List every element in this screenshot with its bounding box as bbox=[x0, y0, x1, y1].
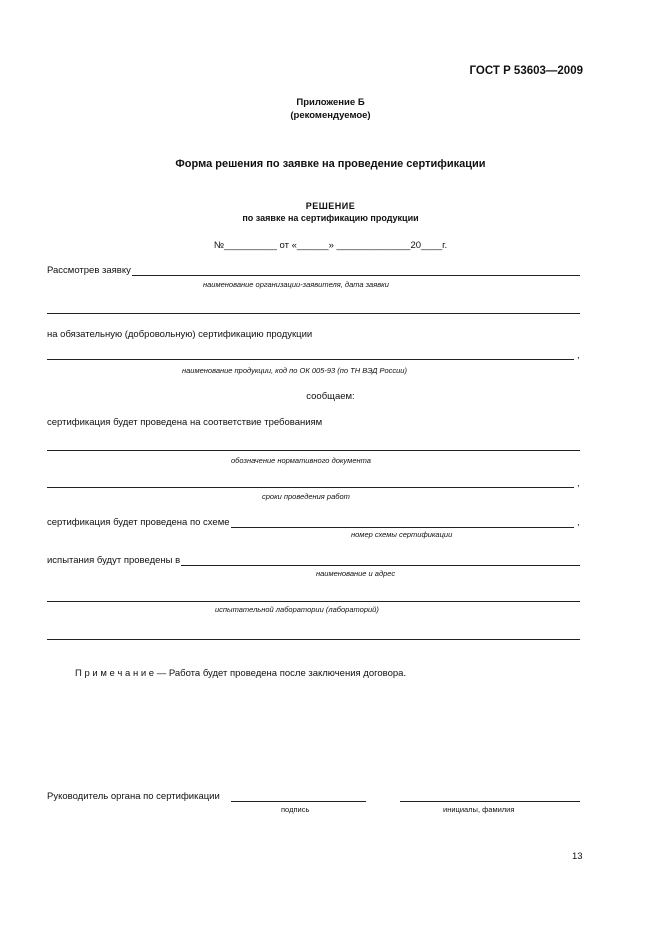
note bbox=[75, 668, 406, 679]
lab-input-line[interactable] bbox=[47, 601, 580, 602]
reviewed-input-line[interactable] bbox=[132, 265, 580, 276]
normative-doc-caption: обозначение нормативного документа bbox=[231, 456, 371, 465]
product-caption: наименование продукции, код по ОК 005-93 (по ТН ВЭД России) bbox=[182, 366, 407, 375]
note-text: — Работа будет проведена после заключения договора. bbox=[154, 668, 407, 679]
certification-type: на обязательную (добровольную) сертификацию продукции bbox=[47, 329, 313, 340]
comma-1: , bbox=[577, 350, 580, 361]
scheme-input-line[interactable] bbox=[231, 517, 574, 528]
tests-row bbox=[47, 555, 580, 566]
comma-3: , bbox=[577, 517, 580, 528]
terms-caption: сроки проведения работ bbox=[262, 492, 350, 501]
head-label: Руководитель органа по сертификации bbox=[47, 791, 220, 802]
name-input-line[interactable] bbox=[400, 801, 580, 802]
lab-caption: испытательной лаборатории (лабораторий) bbox=[215, 605, 379, 614]
comma-2: , bbox=[577, 478, 580, 489]
appendix-title: Приложение Б bbox=[296, 97, 365, 108]
signature-caption: подпись bbox=[281, 805, 310, 814]
scheme-caption: номер схемы сертификации bbox=[351, 530, 453, 539]
scheme-label: сертификация будет проведена по схеме bbox=[47, 517, 230, 528]
decision-number-line: №__________ от «______» ______________20____г. bbox=[213, 240, 448, 251]
blank-line-2[interactable] bbox=[47, 639, 580, 640]
inform-text: сообщаем: bbox=[306, 391, 355, 402]
tests-caption: наименование и адрес bbox=[316, 569, 396, 578]
decision-title: РЕШЕНИЕ bbox=[305, 201, 356, 211]
normative-doc-input-line[interactable] bbox=[47, 450, 580, 451]
reviewed-caption: наименование организации-заявителя, дата заявки bbox=[203, 280, 389, 289]
page-number: 13 bbox=[572, 851, 583, 862]
product-input-line[interactable] bbox=[47, 359, 574, 360]
appendix-subtitle: (рекомендуемое) bbox=[290, 110, 371, 121]
tests-input-line[interactable] bbox=[181, 555, 580, 566]
tests-label: испытания будут проведены в bbox=[47, 555, 181, 566]
terms-input-line[interactable] bbox=[47, 487, 574, 488]
scheme-row bbox=[47, 517, 574, 528]
signature-input-line[interactable] bbox=[231, 801, 366, 802]
blank-line-1[interactable] bbox=[47, 313, 580, 314]
reviewed-label: Рассмотрев заявку bbox=[47, 265, 131, 276]
note-label: П р и м е ч а н и е bbox=[75, 668, 155, 679]
name-caption: инициалы, фамилия bbox=[443, 805, 515, 814]
form-title: Форма решения по заявке на проведение сертификации bbox=[175, 158, 486, 170]
decision-subtitle: по заявке на сертификацию продукции bbox=[242, 213, 419, 223]
requirements-label: сертификация будет проведена на соответствие требованиям bbox=[47, 417, 323, 428]
reviewed-row bbox=[47, 265, 580, 276]
document-id: ГОСТ Р 53603—2009 bbox=[469, 65, 583, 77]
